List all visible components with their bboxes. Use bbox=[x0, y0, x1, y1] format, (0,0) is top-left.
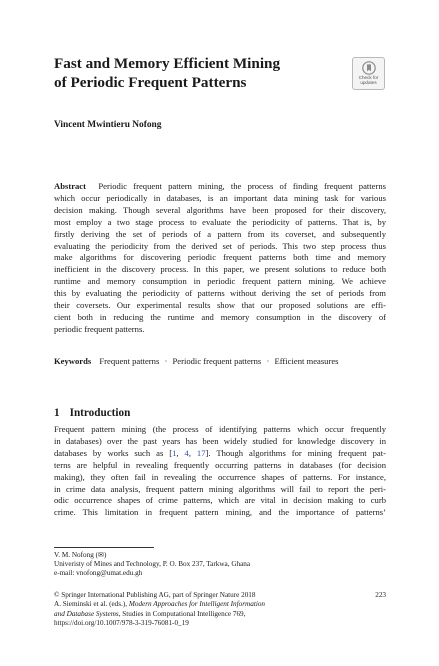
keyword-separator: · bbox=[164, 356, 168, 366]
check-for-updates-badge[interactable] bbox=[352, 57, 385, 90]
author-footnote bbox=[54, 551, 386, 579]
footnote-email: e-mail: vnofong@umat.edu.gh bbox=[54, 569, 143, 578]
page-number: 223 bbox=[375, 591, 386, 599]
keyword-item: Frequent patterns bbox=[99, 356, 160, 366]
abstract-label: Abstract bbox=[54, 181, 86, 191]
paper-title-line-1: Fast and Memory Efficient Mining bbox=[54, 55, 281, 72]
footnote-divider bbox=[54, 547, 154, 548]
publication-footer: © Springer International Publishing AG, part of Springer Nature 2018 A. Sieminski et al. (eds.), Modern Approaches for Intelligent Information and Database Systems, Studies in Computational Intelligence 769, https://doi.org/10.1007/978-3-319-76081-0_19 bbox=[54, 591, 386, 628]
footnote-author: V. M. Nofong (✉) bbox=[54, 551, 107, 559]
author-name: Vincent Mwintieru Nofong bbox=[54, 120, 162, 130]
section-title: Introduction bbox=[69, 407, 131, 420]
keyword-item: Periodic frequent patterns bbox=[172, 356, 262, 366]
keywords bbox=[54, 356, 386, 368]
doi-link[interactable]: https://doi.org/10.1007/978-3-319-76081-0_19 bbox=[54, 618, 189, 627]
section-number: 1 bbox=[54, 407, 60, 420]
paper-title-line-2: of Periodic Frequent Patterns bbox=[54, 74, 247, 91]
section-heading bbox=[54, 407, 130, 419]
introduction-body: Frequent pattern mining (the process of identifying patterns which occur frequently in databases) over the past years has been widely studied for knowledge discovery in databases by works such as [1, 4, 17]. Though algorithms for mining frequent pat- terns are helpful in revealing frequently occurring patterns in databases (for decision making), they often fail in revealing the occurrence shapes of patterns. For instance, in crime data analysis, frequent pattern mining algorithms will fail to report the peri- odic occurrence shapes of crime patterns, which are vital in decision making to curb crime. This limitation in frequent pattern mining, and the importance of patterns’ bbox=[54, 424, 386, 518]
footnote-affiliation: Univeristy of Mines and Technology, P. O. Box 237, Tarkwa, Ghana bbox=[54, 560, 251, 569]
copyright-line: © Springer International Publishing AG, part of Springer Nature 2018 bbox=[54, 591, 256, 599]
abstract: Abstract Periodic frequent pattern mining, the process of finding frequent patterns which occur periodically in databases, is an important data mining task for various decision making. Though several algorithms have been proposed for their discovery, most employ a two stage process to evaluate the periodicity of patterns. That is, by firstly deriving the set of periods of a pattern from its coverset, and subsequently evaluating the periodicity from the derived set of periods. This two step process thus make algorithms for discovering periodic frequent patterns both time and memory inefficient in the discovery process. In this paper, we present solutions to reduce both runtime and memory consumption in periodic frequent pattern mining. We achieve this by evaluating the periodicity of patterns without deriving the set of periods from their coversets. Our experimental results show that our proposed solutions are effi- cient both in reducing the runtime and memory consumption in the discovery of periodic frequent patterns. bbox=[54, 181, 386, 334]
citation-link[interactable]: 4 bbox=[184, 447, 189, 458]
keyword-separator: · bbox=[266, 356, 270, 366]
citation-link[interactable]: 17 bbox=[196, 447, 206, 458]
badge-label: Check for updates bbox=[358, 75, 379, 85]
keyword-item: Efficient measures bbox=[274, 356, 339, 366]
bookmark-icon bbox=[362, 61, 376, 75]
book-title: Modern Approaches for Intelligent Information bbox=[128, 600, 266, 609]
paper-title bbox=[54, 54, 344, 92]
keywords-label: Keywords bbox=[54, 356, 92, 366]
citation-link[interactable]: 1 bbox=[172, 447, 177, 458]
